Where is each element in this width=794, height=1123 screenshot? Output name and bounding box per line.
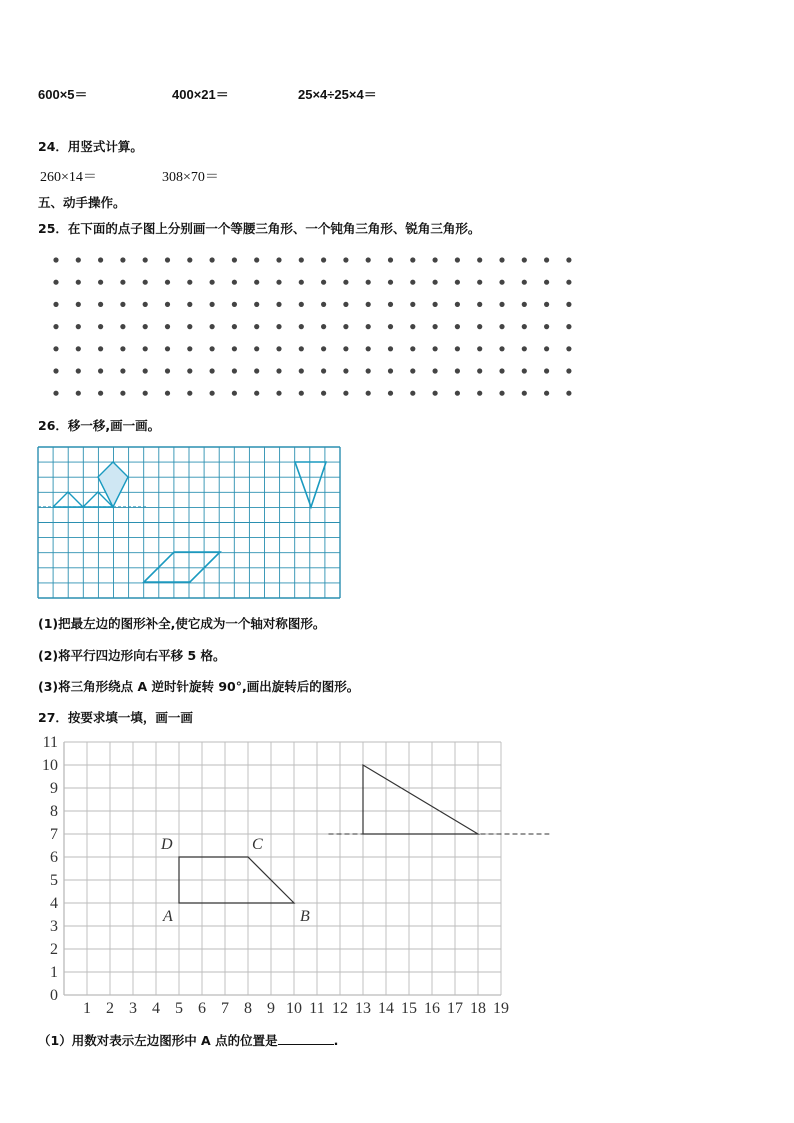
x-tick-label: 10	[286, 1000, 302, 1017]
q24-item-1: 260×14＝	[40, 170, 97, 185]
x-tick-label: 8	[244, 1000, 252, 1017]
q26-sub-3: (3)将三角形绕点 A 逆时针旋转 90°,画出旋转后的图形。	[38, 679, 360, 694]
x-tick-label: 5	[175, 1000, 183, 1017]
dot[interactable]	[477, 324, 482, 329]
dot[interactable]	[120, 391, 125, 396]
dot[interactable]	[321, 302, 326, 307]
dot[interactable]	[499, 257, 504, 262]
dot[interactable]	[53, 324, 58, 329]
section-5-heading: 五、动手操作。	[38, 195, 126, 210]
calc-item-3: 25×4÷25×4＝	[298, 87, 377, 102]
dot[interactable]	[232, 280, 237, 285]
dot[interactable]	[433, 257, 438, 262]
dot[interactable]	[299, 368, 304, 373]
dot[interactable]	[433, 391, 438, 396]
dot[interactable]	[343, 324, 348, 329]
q27-title: 27．按要求填一填，画一画	[38, 710, 193, 725]
right-triangle	[363, 765, 478, 834]
dot[interactable]	[544, 324, 549, 329]
dot[interactable]	[232, 324, 237, 329]
x-tick-label: 16	[424, 1000, 440, 1017]
dot[interactable]	[388, 324, 393, 329]
dot[interactable]	[499, 346, 504, 351]
dot[interactable]	[321, 280, 326, 285]
dot[interactable]	[276, 280, 281, 285]
dot[interactable]	[455, 280, 460, 285]
dot[interactable]	[276, 368, 281, 373]
x-tick-label: 2	[106, 1000, 114, 1017]
dot[interactable]	[566, 346, 571, 351]
q27-sub-1-text: （1）用数对表示左边图形中 A 点的位置是	[38, 1033, 278, 1048]
dot[interactable]	[499, 302, 504, 307]
x-tick-label: 18	[470, 1000, 486, 1017]
dot[interactable]	[566, 368, 571, 373]
dot[interactable]	[232, 257, 237, 262]
dot[interactable]	[76, 280, 81, 285]
y-tick-label: 2	[50, 941, 58, 958]
dot[interactable]	[165, 346, 170, 351]
dot[interactable]	[98, 257, 103, 262]
dot[interactable]	[388, 257, 393, 262]
dot[interactable]	[343, 368, 348, 373]
dot[interactable]	[143, 368, 148, 373]
y-tick-label: 0	[50, 987, 58, 1004]
dot[interactable]	[232, 346, 237, 351]
dot[interactable]	[165, 302, 170, 307]
dot[interactable]	[477, 257, 482, 262]
q26-sub-2: (2)将平行四边形向右平移 5 格。	[38, 648, 226, 663]
dot[interactable]	[276, 302, 281, 307]
dot[interactable]	[499, 280, 504, 285]
dot[interactable]	[343, 391, 348, 396]
dot[interactable]	[299, 257, 304, 262]
dot[interactable]	[143, 280, 148, 285]
y-tick-label: 10	[42, 757, 58, 774]
dot[interactable]	[254, 257, 259, 262]
dot[interactable]	[187, 391, 192, 396]
dot[interactable]	[544, 257, 549, 262]
dot[interactable]	[232, 368, 237, 373]
dot[interactable]	[254, 302, 259, 307]
dot[interactable]	[299, 391, 304, 396]
dot[interactable]	[120, 324, 125, 329]
dot[interactable]	[388, 391, 393, 396]
dot[interactable]	[143, 391, 148, 396]
dot[interactable]	[143, 346, 148, 351]
dot[interactable]	[566, 257, 571, 262]
point-label-b: B	[300, 908, 310, 925]
dot[interactable]	[165, 257, 170, 262]
dot[interactable]	[187, 324, 192, 329]
dot[interactable]	[566, 302, 571, 307]
dot[interactable]	[477, 280, 482, 285]
dot[interactable]	[120, 302, 125, 307]
q27-sub-1-suffix: .	[333, 1033, 339, 1048]
dot[interactable]	[232, 391, 237, 396]
dot[interactable]	[477, 391, 482, 396]
dot[interactable]	[165, 391, 170, 396]
dot[interactable]	[477, 368, 482, 373]
dot[interactable]	[120, 346, 125, 351]
dot[interactable]	[254, 391, 259, 396]
calc-item-1: 600×5＝	[38, 87, 88, 102]
dot[interactable]	[388, 346, 393, 351]
dot[interactable]	[499, 324, 504, 329]
x-tick-label: 14	[378, 1000, 394, 1017]
y-tick-label: 1	[50, 964, 58, 981]
dot[interactable]	[76, 324, 81, 329]
point-label-c: C	[252, 836, 263, 853]
dot[interactable]	[366, 368, 371, 373]
dot[interactable]	[165, 324, 170, 329]
dot[interactable]	[76, 302, 81, 307]
dot[interactable]	[455, 391, 460, 396]
dot[interactable]	[98, 280, 103, 285]
dot[interactable]	[76, 346, 81, 351]
dot[interactable]	[433, 280, 438, 285]
y-tick-label: 6	[50, 849, 58, 866]
dot[interactable]	[98, 324, 103, 329]
dot[interactable]	[410, 368, 415, 373]
dot[interactable]	[53, 257, 58, 262]
dot[interactable]	[187, 346, 192, 351]
dot[interactable]	[410, 280, 415, 285]
dot[interactable]	[410, 391, 415, 396]
dot[interactable]	[276, 391, 281, 396]
dot[interactable]	[53, 280, 58, 285]
dot[interactable]	[477, 346, 482, 351]
point-label-d: D	[161, 836, 173, 853]
dot[interactable]	[53, 368, 58, 373]
dot[interactable]	[343, 257, 348, 262]
q26-grid[interactable]	[38, 447, 342, 599]
dot[interactable]	[299, 280, 304, 285]
y-tick-label: 11	[42, 734, 58, 751]
dot[interactable]	[522, 302, 527, 307]
q25-title: 25．在下面的点子图上分别画一个等腰三角形、一个钝角三角形、锐角三角形。	[38, 221, 481, 236]
dot[interactable]	[254, 280, 259, 285]
x-tick-label: 1	[83, 1000, 91, 1017]
q27-coordinate-grid[interactable]	[30, 730, 590, 1020]
dot[interactable]	[321, 324, 326, 329]
dot[interactable]	[210, 324, 215, 329]
dot[interactable]	[299, 324, 304, 329]
dot[interactable]	[366, 391, 371, 396]
dot[interactable]	[455, 257, 460, 262]
point-label-a: A	[163, 908, 173, 925]
dot[interactable]	[544, 346, 549, 351]
dot[interactable]	[276, 346, 281, 351]
dot[interactable]	[388, 280, 393, 285]
q26-title: 26．移一移,画一画。	[38, 418, 161, 433]
dot[interactable]	[143, 324, 148, 329]
dot[interactable]	[254, 324, 259, 329]
dot[interactable]	[210, 368, 215, 373]
dot[interactable]	[165, 368, 170, 373]
dot[interactable]	[410, 324, 415, 329]
dot[interactable]	[254, 368, 259, 373]
dot[interactable]	[98, 346, 103, 351]
dot[interactable]	[76, 368, 81, 373]
dot[interactable]	[410, 257, 415, 262]
dot[interactable]	[53, 391, 58, 396]
dot[interactable]	[254, 346, 259, 351]
y-tick-label: 9	[50, 780, 58, 797]
x-tick-label: 13	[355, 1000, 371, 1017]
dot[interactable]	[76, 391, 81, 396]
dot[interactable]	[544, 391, 549, 396]
dot[interactable]	[165, 280, 170, 285]
y-tick-label: 5	[50, 872, 58, 889]
dot[interactable]	[299, 346, 304, 351]
dot[interactable]	[120, 280, 125, 285]
dot[interactable]	[544, 368, 549, 373]
dot[interactable]	[366, 280, 371, 285]
dot[interactable]	[499, 368, 504, 373]
dot[interactable]	[98, 302, 103, 307]
dot[interactable]	[366, 257, 371, 262]
dot[interactable]	[522, 280, 527, 285]
dot[interactable]	[410, 346, 415, 351]
dot[interactable]	[343, 280, 348, 285]
x-tick-label: 9	[267, 1000, 275, 1017]
dot[interactable]	[455, 324, 460, 329]
q26-sub-1: (1)把最左边的图形补全,使它成为一个轴对称图形。	[38, 616, 326, 631]
x-tick-label: 7	[221, 1000, 229, 1017]
x-tick-label: 19	[493, 1000, 509, 1017]
dot[interactable]	[232, 302, 237, 307]
dot[interactable]	[433, 368, 438, 373]
answer-blank[interactable]	[278, 1032, 334, 1045]
dot[interactable]	[388, 302, 393, 307]
dot[interactable]	[522, 368, 527, 373]
dot[interactable]	[433, 346, 438, 351]
y-tick-label: 4	[50, 895, 58, 912]
dot[interactable]	[187, 280, 192, 285]
dot[interactable]	[455, 302, 460, 307]
dot[interactable]	[343, 346, 348, 351]
dot[interactable]	[522, 257, 527, 262]
y-tick-label: 3	[50, 918, 58, 935]
dot[interactable]	[187, 302, 192, 307]
dot[interactable]	[477, 302, 482, 307]
dot[interactable]	[98, 368, 103, 373]
y-tick-label: 8	[50, 803, 58, 820]
dot[interactable]	[321, 346, 326, 351]
x-tick-label: 3	[129, 1000, 137, 1017]
dot[interactable]	[343, 302, 348, 307]
dot[interactable]	[499, 391, 504, 396]
dot[interactable]	[321, 257, 326, 262]
calc-item-2: 400×21＝	[172, 87, 229, 102]
dot[interactable]	[321, 368, 326, 373]
dot[interactable]	[544, 302, 549, 307]
dot[interactable]	[522, 391, 527, 396]
dot[interactable]	[522, 346, 527, 351]
dot[interactable]	[210, 302, 215, 307]
dot[interactable]	[388, 368, 393, 373]
dot[interactable]	[76, 257, 81, 262]
dot[interactable]	[210, 257, 215, 262]
x-tick-label: 17	[447, 1000, 463, 1017]
dot[interactable]	[210, 280, 215, 285]
q27-sub-1	[38, 1031, 338, 1049]
x-tick-label: 15	[401, 1000, 417, 1017]
dot[interactable]	[98, 391, 103, 396]
dot[interactable]	[366, 346, 371, 351]
q26-pentagon-shape	[98, 462, 128, 507]
dot[interactable]	[210, 391, 215, 396]
dot[interactable]	[299, 302, 304, 307]
x-tick-label: 11	[309, 1000, 325, 1017]
dot[interactable]	[455, 346, 460, 351]
dot[interactable]	[187, 368, 192, 373]
x-tick-label: 4	[152, 1000, 160, 1017]
x-tick-label: 6	[198, 1000, 206, 1017]
dot[interactable]	[143, 257, 148, 262]
dot[interactable]	[53, 346, 58, 351]
dot[interactable]	[120, 257, 125, 262]
dot[interactable]	[433, 302, 438, 307]
dot[interactable]	[321, 391, 326, 396]
dot[interactable]	[522, 324, 527, 329]
dot[interactable]	[566, 324, 571, 329]
x-tick-label: 12	[332, 1000, 348, 1017]
dot[interactable]	[410, 302, 415, 307]
dot[interactable]	[366, 324, 371, 329]
dot[interactable]	[187, 257, 192, 262]
dot[interactable]	[120, 368, 125, 373]
dot[interactable]	[143, 302, 148, 307]
dot-grid[interactable]	[46, 252, 586, 402]
dot[interactable]	[566, 391, 571, 396]
q24-title: 24．用竖式计算。	[38, 139, 143, 154]
dot[interactable]	[276, 324, 281, 329]
dot[interactable]	[276, 257, 281, 262]
q24-item-2: 308×70＝	[162, 170, 219, 185]
q26-triangle	[295, 462, 326, 507]
dot[interactable]	[53, 302, 58, 307]
dot[interactable]	[455, 368, 460, 373]
q26-parallelogram	[144, 552, 220, 582]
dot[interactable]	[433, 324, 438, 329]
dot[interactable]	[566, 280, 571, 285]
dot[interactable]	[544, 280, 549, 285]
dot[interactable]	[210, 346, 215, 351]
y-tick-label: 7	[50, 826, 58, 843]
dot[interactable]	[366, 302, 371, 307]
